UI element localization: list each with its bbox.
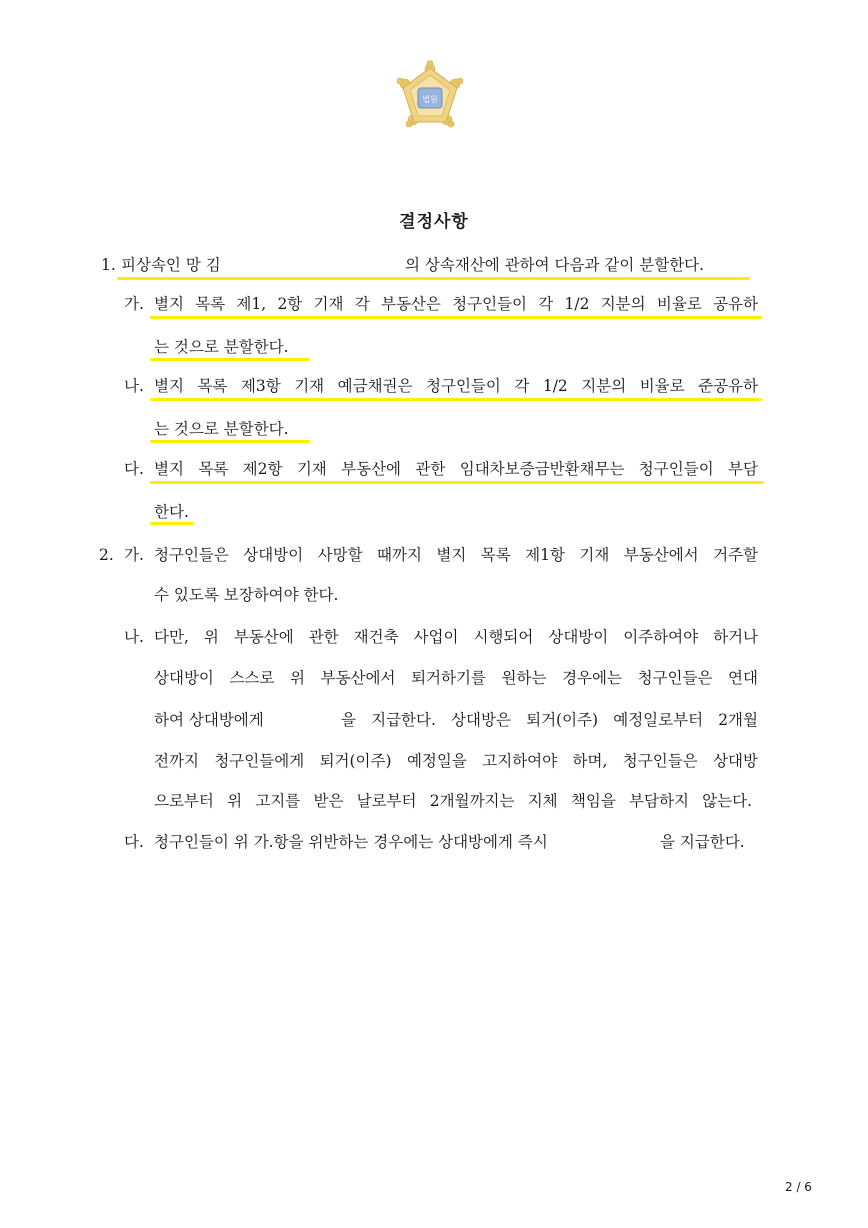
- item-1-da-line-2: 한다.: [154, 503, 189, 521]
- item-2-na-line-4: 전까지 청구인들에게 퇴거(이주) 예정일을 고지하여야 하며, 청구인들은 상대방: [154, 752, 758, 770]
- item-1-text-b: 의 상속재산에 관하여 다음과 같이 분할한다.: [405, 256, 705, 274]
- item-2-na-number: 나.: [124, 628, 144, 646]
- item-1-na-line-1: 별지 목록 제3항 기재 예금채권은 청구인들이 각 1/2 지분의 비율로 준공유하: [154, 377, 758, 395]
- item-2-na-line-3b: 을 지급한다. 상대방은 퇴거(이주) 예정일로부터 2개월: [341, 711, 758, 729]
- item-2-da-line-1b: 을 지급한다.: [660, 833, 745, 851]
- item-2-ga-line-2: 수 있도록 보장하여야 한다.: [154, 586, 339, 604]
- item-1-ga-line-1: 별지 목록 제1, 2항 기재 각 부동산은 청구인들이 각 1/2 지분의 비율로 공유하: [154, 295, 758, 313]
- item-2-na-line-1: 다만, 위 부동산에 관한 재건축 사업이 시행되어 상대방이 이주하여야 하거나: [154, 628, 758, 646]
- item-2-na-line-2: 상대방이 스스로 위 부동산에서 퇴거하기를 원하는 경우에는 청구인들은 연대: [154, 669, 758, 687]
- item-1-da-number: 다.: [124, 460, 144, 478]
- highlight-mark: [117, 277, 750, 280]
- item-1-na-number: 나.: [124, 377, 144, 395]
- highlight-mark: [150, 522, 194, 525]
- item-1-text-a: 피상속인 망 김: [121, 256, 221, 274]
- item-1-ga-number: 가.: [124, 295, 144, 313]
- court-emblem-icon: [391, 60, 469, 138]
- item-2-na-line-3a: 하여 상대방에게: [154, 711, 264, 729]
- item-1-da-line-1: 별지 목록 제2항 기재 부동산에 관한 임대차보증금반환채무는 청구인들이 부담: [154, 460, 758, 478]
- highlight-mark: [150, 440, 310, 443]
- item-2-na-line-5: 으로부터 위 고지를 받은 날로부터 2개월까지는 지체 책임을 부담하지 않는다.: [154, 792, 752, 810]
- item-1-number: 1.: [101, 256, 116, 274]
- item-2-ga-line-1: 청구인들은 상대방이 사망할 때까지 별지 목록 제1항 기재 부동산에서 거주할: [154, 546, 758, 564]
- highlight-mark: [150, 481, 764, 484]
- page-number: 2 / 6: [785, 1180, 812, 1194]
- highlight-mark: [150, 316, 762, 319]
- item-2-da-line-1a: 청구인들이 위 가.항을 위반하는 경우에는 상대방에게 즉시: [154, 833, 548, 851]
- item-2-da-number: 다.: [124, 833, 144, 851]
- section-title: 결정사항: [399, 212, 469, 232]
- item-2-ga-number: 가.: [124, 546, 144, 564]
- item-2-number: 2.: [99, 546, 114, 564]
- highlight-mark: [150, 358, 310, 361]
- item-1-na-line-2: 는 것으로 분할한다.: [154, 420, 289, 438]
- item-1-ga-line-2: 는 것으로 분할한다.: [154, 338, 289, 356]
- emblem-label: 법원: [422, 95, 438, 104]
- highlight-mark: [150, 398, 762, 401]
